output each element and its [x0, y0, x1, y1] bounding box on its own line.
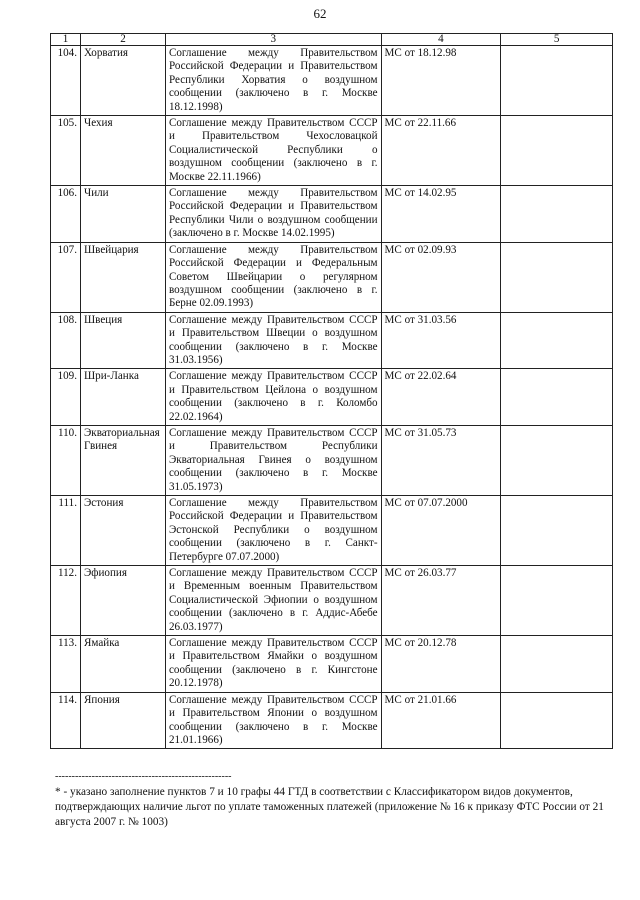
row-number: 114. — [51, 692, 81, 749]
country-cell: Хорватия — [80, 46, 165, 116]
agreement-cell: Соглашение между Правительством СССР и Правительством Японии о воздушном сообщении (заключено в г. Москве 21.01.1966) — [165, 692, 381, 749]
page-number: 62 — [313, 6, 327, 21]
table-row — [51, 692, 613, 749]
column-header: 3 — [165, 34, 381, 46]
row-number: 111. — [51, 496, 81, 566]
agreement-cell: Соглашение между Правительством Российской Федерации и Правительством Эстонской Республики о воздушном сообщении (заключено в г. Санкт-Петербурге 07.07.2000) — [165, 496, 381, 566]
reference-cell: МС от 20.12.78 — [381, 636, 501, 693]
notes-cell — [501, 692, 613, 749]
row-number: 108. — [51, 312, 81, 369]
agreement-cell: Соглашение между Правительством СССР и Правительством Чехословацкой Социалистической Республики о воздушном сообщении (заключено в г. Москве 22.11.1966) — [165, 116, 381, 186]
agreement-cell: Соглашение между Правительством Российской Федерации и Федеральным Советом Швейцарии о регулярном воздушном сообщении (заключено в г. Берне 02.09.1993) — [165, 242, 381, 312]
reference-cell: МС от 26.03.77 — [381, 566, 501, 636]
table-row — [51, 312, 613, 369]
column-header: 1 — [51, 34, 81, 46]
country-cell: Чехия — [80, 116, 165, 186]
agreement-cell: Соглашение между Правительством Российской Федерации и Правительством Республики Чили о воздушном сообщении (заключено в г. Москве 14.02.1995) — [165, 186, 381, 243]
row-number: 107. — [51, 242, 81, 312]
table-row — [51, 496, 613, 566]
table-row — [51, 116, 613, 186]
notes-cell — [501, 566, 613, 636]
agreement-cell: Соглашение между Правительством СССР и Правительством Республики Экваториальная Гвинея о воздушном сообщении (заключено в г. Москве 31.05.1973) — [165, 425, 381, 495]
column-header: 4 — [381, 34, 501, 46]
country-cell: Швеция — [80, 312, 165, 369]
notes-cell — [501, 312, 613, 369]
country-cell: Ямайка — [80, 636, 165, 693]
country-cell: Эстония — [80, 496, 165, 566]
table-row — [51, 369, 613, 426]
agreement-cell: Соглашение между Правительством СССР и Правительством Ямайки о воздушном сообщении (заключено в г. Кингстоне 20.12.1978) — [165, 636, 381, 693]
reference-cell: МС от 07.07.2000 — [381, 496, 501, 566]
row-number: 104. — [51, 46, 81, 116]
table-row — [51, 566, 613, 636]
table-row — [51, 425, 613, 495]
agreements-table — [50, 33, 613, 749]
agreement-cell: Соглашение между Правительством Российской Федерации и Правительством Республики Хорватия о воздушном сообщении (заключено в г. Москве 18.12.1998) — [165, 46, 381, 116]
table-row — [51, 636, 613, 693]
table-header-row — [51, 34, 613, 46]
reference-cell: МС от 22.11.66 — [381, 116, 501, 186]
notes-cell — [501, 425, 613, 495]
reference-cell: МС от 22.02.64 — [381, 369, 501, 426]
country-cell: Швейцария — [80, 242, 165, 312]
notes-cell — [501, 636, 613, 693]
column-header: 2 — [80, 34, 165, 46]
reference-cell: МС от 31.05.73 — [381, 425, 501, 495]
table-row — [51, 186, 613, 243]
row-number: 109. — [51, 369, 81, 426]
notes-cell — [501, 186, 613, 243]
country-cell: Шри-Ланка — [80, 369, 165, 426]
notes-cell — [501, 46, 613, 116]
row-number: 112. — [51, 566, 81, 636]
column-header: 5 — [501, 34, 613, 46]
reference-cell: МС от 14.02.95 — [381, 186, 501, 243]
row-number: 105. — [51, 116, 81, 186]
footnote-text: * - указано заполнение пунктов 7 и 10 графы 44 ГТД в соответствии с Классификатором видов документов, подтверждающих наличие льгот по уплате таможенных платежей (приложение № 16 к приказу ФТС России от 21 августа 2007 г. № 1003) — [55, 786, 604, 828]
country-cell: Чили — [80, 186, 165, 243]
agreement-cell: Соглашение между Правительством СССР и Временным военным Правительством Социалистической Эфиопии о воздушном сообщении (заключено в г. Аддис-Абебе 26.03.1977) — [165, 566, 381, 636]
table-row — [51, 242, 613, 312]
notes-cell — [501, 116, 613, 186]
reference-cell: МС от 18.12.98 — [381, 46, 501, 116]
row-number: 106. — [51, 186, 81, 243]
agreement-cell: Соглашение между Правительством СССР и Правительством Швеции о воздушном сообщении (заключено в г. Москве 31.03.1956) — [165, 312, 381, 369]
agreement-cell: Соглашение между Правительством СССР и Правительством Цейлона о воздушном сообщении (заключено в г. Коломбо 22.02.1964) — [165, 369, 381, 426]
reference-cell: МС от 21.01.66 — [381, 692, 501, 749]
country-cell: Эфиопия — [80, 566, 165, 636]
reference-cell: МС от 31.03.56 — [381, 312, 501, 369]
notes-cell — [501, 242, 613, 312]
notes-cell — [501, 369, 613, 426]
notes-cell — [501, 496, 613, 566]
row-number: 113. — [51, 636, 81, 693]
table-row — [51, 46, 613, 116]
footnote-divider: ----------------------------------------------------- — [55, 771, 232, 782]
row-number: 110. — [51, 425, 81, 495]
country-cell: Экваториальная Гвинея — [80, 425, 165, 495]
reference-cell: МС от 02.09.93 — [381, 242, 501, 312]
country-cell: Япония — [80, 692, 165, 749]
